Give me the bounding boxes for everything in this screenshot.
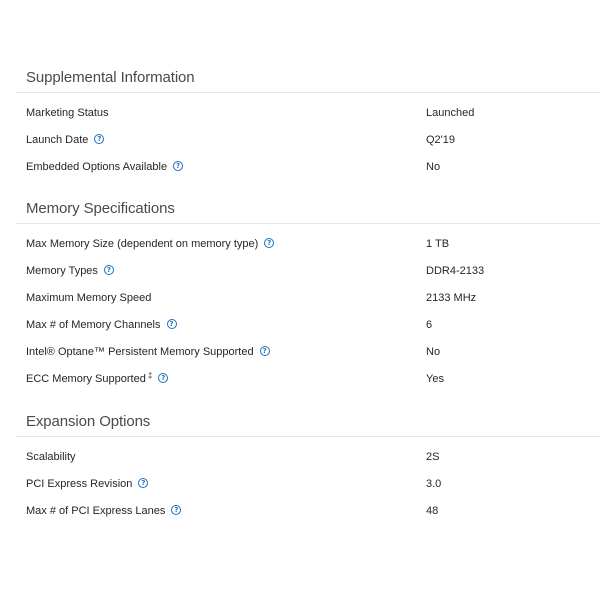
footnote-marker[interactable]: ‡ (147, 371, 153, 380)
spec-value: 2S (426, 451, 440, 463)
spec-label (26, 100, 109, 127)
spec-row-pcie-lanes (16, 498, 600, 525)
spec-label (26, 444, 76, 471)
spec-label-text: Marketing Status (26, 107, 109, 119)
help-icon[interactable] (104, 265, 114, 275)
spec-row-pcie-revision (16, 471, 600, 498)
help-icon[interactable] (264, 238, 274, 248)
spec-label-text: Intel® Optane™ Persistent Memory Supported (26, 346, 254, 358)
spec-value: No (426, 161, 441, 173)
spec-rows (16, 231, 600, 393)
spec-label-text: Maximum Memory Speed (26, 292, 152, 304)
spec-label (26, 154, 183, 181)
spec-row-launch-date (16, 127, 600, 154)
spec-value: Launched (426, 107, 475, 119)
spec-row-marketing-status (16, 100, 600, 127)
help-icon[interactable] (158, 373, 168, 383)
spec-value: 2133 MHz (426, 292, 477, 304)
spec-label (26, 339, 270, 366)
help-icon[interactable] (173, 161, 183, 171)
section-supplemental-information (16, 67, 600, 181)
spec-label (26, 471, 148, 498)
spec-row-max-memory-speed (16, 285, 600, 312)
spec-value: No (426, 346, 441, 358)
section-title: Supplemental Information (16, 67, 600, 93)
spec-label-text: Launch Date (26, 134, 89, 146)
spec-label-text: Max # of PCI Express Lanes (26, 505, 166, 517)
spec-value: 48 (426, 505, 439, 517)
section-memory-specifications (16, 198, 600, 393)
spec-rows (16, 444, 600, 525)
help-icon[interactable] (171, 505, 181, 515)
spec-row-memory-channels (16, 312, 600, 339)
spec-label (26, 231, 274, 258)
spec-value: 1 TB (426, 238, 450, 250)
section-title: Memory Specifications (16, 198, 600, 224)
spec-label-text: Scalability (26, 451, 76, 463)
spec-label-text: PCI Express Revision (26, 478, 133, 490)
help-icon[interactable] (167, 319, 177, 329)
spec-label (26, 498, 181, 525)
spec-value: DDR4-2133 (426, 265, 485, 277)
spec-row-scalability (16, 444, 600, 471)
spec-label-text: ECC Memory Supported (26, 373, 146, 385)
help-icon[interactable] (94, 134, 104, 144)
spec-label-text: Max # of Memory Channels (26, 319, 161, 331)
spec-label-text: Embedded Options Available (26, 161, 168, 173)
spec-label (26, 285, 151, 312)
spec-row-memory-types (16, 258, 600, 285)
spec-row-ecc-memory (16, 366, 600, 393)
spec-value: 6 (426, 319, 433, 331)
spec-label (26, 312, 177, 339)
section-title: Expansion Options (16, 411, 600, 437)
spec-value: 3.0 (426, 478, 442, 490)
spec-label (26, 258, 114, 285)
spec-label (26, 366, 168, 393)
spec-row-embedded-options (16, 154, 600, 181)
spec-label-text: Memory Types (26, 265, 98, 277)
spec-row-max-memory-size (16, 231, 600, 258)
spec-rows (16, 100, 600, 181)
section-expansion-options (16, 411, 600, 525)
help-icon[interactable] (138, 478, 148, 488)
help-icon[interactable] (260, 346, 270, 356)
spec-label-text: Max Memory Size (dependent on memory type) (26, 238, 259, 250)
spec-row-optane-support (16, 339, 600, 366)
spec-label (26, 127, 104, 154)
spec-value: Q2'19 (426, 134, 456, 146)
spec-value: Yes (426, 373, 444, 385)
